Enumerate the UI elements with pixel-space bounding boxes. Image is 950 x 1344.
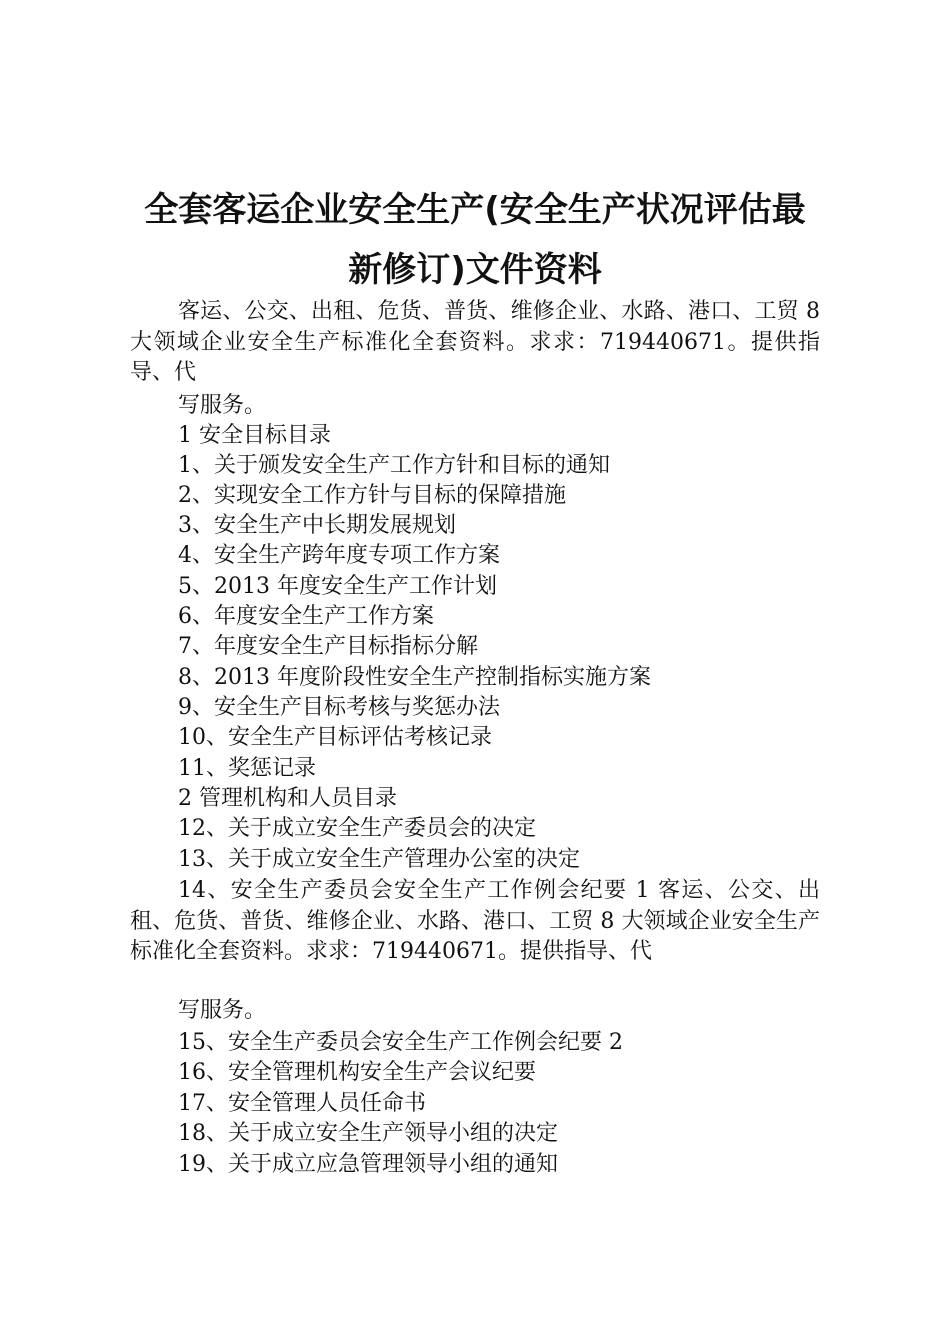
item-14-continuation: 写服务。 <box>178 998 267 1023</box>
section-heading-targets: 1 安全目标目录 <box>178 423 331 448</box>
list-item: 18、关于成立安全生产领导小组的决定 <box>178 1121 558 1146</box>
list-item: 16、安全管理机构安全生产会议纪要 <box>178 1060 536 1085</box>
list-item: 9、安全生产目标考核与奖惩办法 <box>178 695 500 720</box>
list-item: 10、安全生产目标评估考核记录 <box>178 725 492 750</box>
list-item: 3、安全生产中长期发展规划 <box>178 513 456 538</box>
document-title-line2: 新修订)文件资料 <box>348 250 602 290</box>
list-item: 11、奖惩记录 <box>178 756 316 781</box>
list-item: 8、2013 年度阶段性安全生产控制指标实施方案 <box>178 665 651 690</box>
list-item: 15、安全生产委员会安全生产工作例会纪要 2 <box>178 1030 623 1055</box>
intro-continuation: 写服务。 <box>178 393 267 418</box>
list-item: 12、关于成立安全生产委员会的决定 <box>178 816 536 841</box>
intro-paragraph: 客运、公交、出租、危货、普货、维修企业、水路、港口、工贸 8 大领域企业安全生产标准化全套资料。求求：719440671。提供指导、代 <box>130 299 820 385</box>
document-title-line1: 全套客运企业安全生产(安全生产状况评估最 <box>144 190 806 230</box>
list-item: 4、安全生产跨年度专项工作方案 <box>178 543 500 568</box>
list-item: 13、关于成立安全生产管理办公室的决定 <box>178 847 580 872</box>
list-item: 6、年度安全生产工作方案 <box>178 604 434 629</box>
list-item: 19、关于成立应急管理领导小组的通知 <box>178 1152 558 1177</box>
list-item: 1、关于颁发安全生产工作方针和目标的通知 <box>178 453 610 478</box>
list-item: 7、年度安全生产目标指标分解 <box>178 634 478 659</box>
list-item: 5、2013 年度安全生产工作计划 <box>178 574 497 599</box>
section-heading-organization: 2 管理机构和人员目录 <box>178 786 397 811</box>
list-item: 17、安全管理人员任命书 <box>178 1091 426 1116</box>
item-14-paragraph: 14、安全生产委员会安全生产工作例会纪要 1 客运、公交、出租、危货、普货、维修企业、水路、港口、工贸 8 大领域企业安全生产标准化全套资料。求求：719440671。提供指导、代 <box>130 878 820 964</box>
list-item: 2、实现安全工作方针与目标的保障措施 <box>178 483 566 508</box>
